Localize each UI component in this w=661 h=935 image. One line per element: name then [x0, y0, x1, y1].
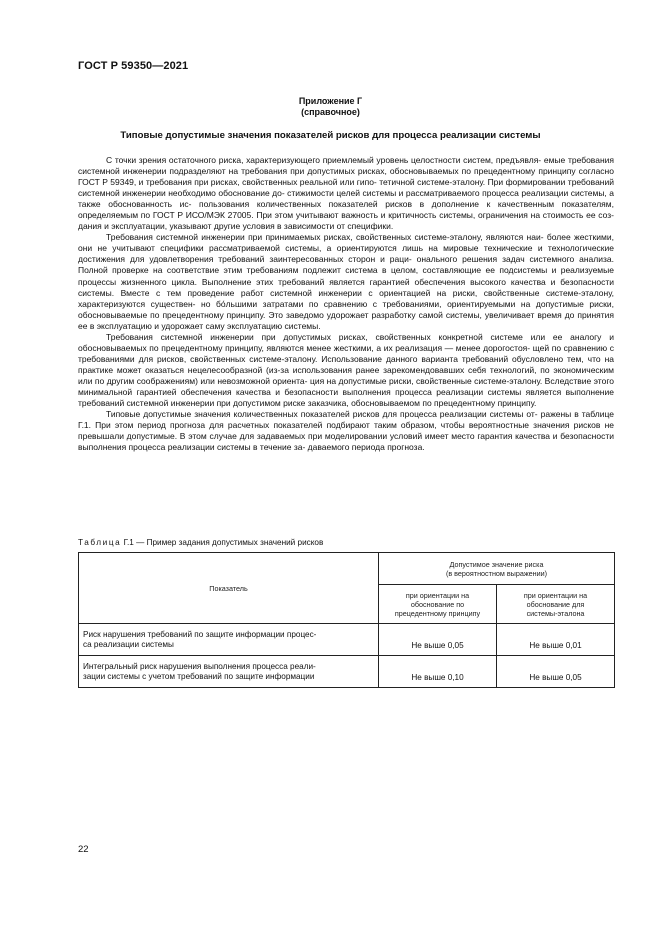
paragraph: Типовые допустимые значения количественных показателей рисков для процесса реализации системы от- ражены в таблице Г.1. При этом период прогноза для расчетных показателей подбирают таким образом, чтобы вероятностные значения рисков не превышали допустимые. В этом случае для задаваемых при моделировании условий имеет место гарантия качества и безопасности выполнения процесса реализации системы в течение за- даваемого периода прогноза.: [78, 409, 614, 453]
table-row: [79, 656, 615, 688]
header-precedent-principle: при ориентации на обоснование по прецедентному принципу: [379, 585, 497, 624]
header-reference-system: при ориентации на обоснование для системы-эталона: [497, 585, 615, 624]
page-number: 22: [78, 844, 89, 855]
header-allowed-value: Допустимое значение риска (в вероятностном выражении): [379, 553, 615, 585]
row-value-precedent: Не выше 0,10: [379, 656, 497, 688]
section-title: Типовые допустимые значения показателей рисков для процесса реализации системы: [120, 130, 541, 141]
row-value-precedent: Не выше 0,05: [379, 624, 497, 656]
paragraph: С точки зрения остаточного риска, характеризующего приемлемый уровень целостности систем, предъявля- емые требования системной инженерии подразделяют на требования при допустимых рисках, обосновываемых по прецедентному принципу согласно ГОСТ Р 59349, и требования при рисках, свойственных реальной или гипо- тетичной системе-эталону. При формировании требований системной инженерии необходимо обоснование до- стижимости целей системы и рассматриваемого процесса реализации системы, а также обоснованность ис- пользования количественных показателей рисков в дополнение к качественным показателям, определяемым по ГОСТ Р ИСО/МЭК 27005. При этом учитывают важность и критичность системы, ограничения на стоимость ее соз- дания и эксплуатации, указывают другие условия в зависимости от специфики.: [78, 155, 615, 232]
paragraph: Требования системной инженерии при принимаемых рисках, свойственных системе-эталону, являются наи- более жесткими, они не учитывают специфики рассматриваемой системы, а ориентируются лишь на мировые технические и технологические достижения для удовлетворения требований заинтересованных сторон и раци- онального решения задач системного анализа. Полной проверке на соответствие этим требованиям подлежит система в целом, составляющие ее подсистемы и реализуемые процессы жизненного цикла. Выполнение этих требований является гарантией обеспечения высокого качества и безопасности системы. Вместе с тем проведение работ системной инженерии с ориентацией на риски, свойственные системе-эталону, характеризуются существен- но бо́льшими затратами по сравнению с требованиями, ориентируемыми на допустимые риски, обосновываемые по прецедентному принципу. Это заведомо удорожает разработку самой системы, увеличивает время до принятия ее в эксплуатацию и удорожает саму эксплуатацию системы.: [78, 232, 614, 331]
row-value-reference: Не выше 0,05: [497, 656, 615, 688]
body-text: [78, 155, 614, 453]
row-indicator: Риск нарушения требований по защите информации процес- са реализации системы: [79, 624, 379, 656]
table-caption: [78, 538, 323, 547]
risk-values-table: [78, 552, 615, 688]
table-row: [79, 624, 615, 656]
row-indicator: Интегральный риск нарушения выполнения процесса реали- зации системы с учетом требований по защите информации: [79, 656, 379, 688]
table-caption-text: Г.1 — Пример задания допустимых значений рисков: [121, 538, 324, 547]
header-indicator: Показатель: [79, 553, 379, 624]
paragraph: Требования системной инженерии при допустимых рисках, свойственных конкретной системе или ее аналогу и обосновываемых по прецедентному принципу, являются менее жесткими, а их реализация — менее дорогостоя- щей по сравнению с требованиями для рисков, свойственных системе-эталону. Использование данного варианта требований обусловлено тем, что на практике может оказаться нецелесообразной (из-за использования ранее зарекомендовавших себя технологий, по экономическим или по другим соображениям) или невозможной ориента- ция на допустимые риски, свойственные системе-эталону. Вследствие этого минимальной гарантией обеспечения качества и безопасности выполнения процесса реализации системы является выполнение требований системной инженерии при допустимом риске заказчика, обосновываемом по прецедентному принципу.: [78, 331, 614, 409]
appendix-title: Приложение Г: [298, 96, 363, 106]
document-code-header: ГОСТ Р 59350—2021: [78, 60, 189, 72]
table-caption-prefix: Таблица: [78, 538, 122, 547]
row-value-reference: Не выше 0,01: [497, 624, 615, 656]
appendix-subtitle: (справочное): [301, 107, 360, 117]
